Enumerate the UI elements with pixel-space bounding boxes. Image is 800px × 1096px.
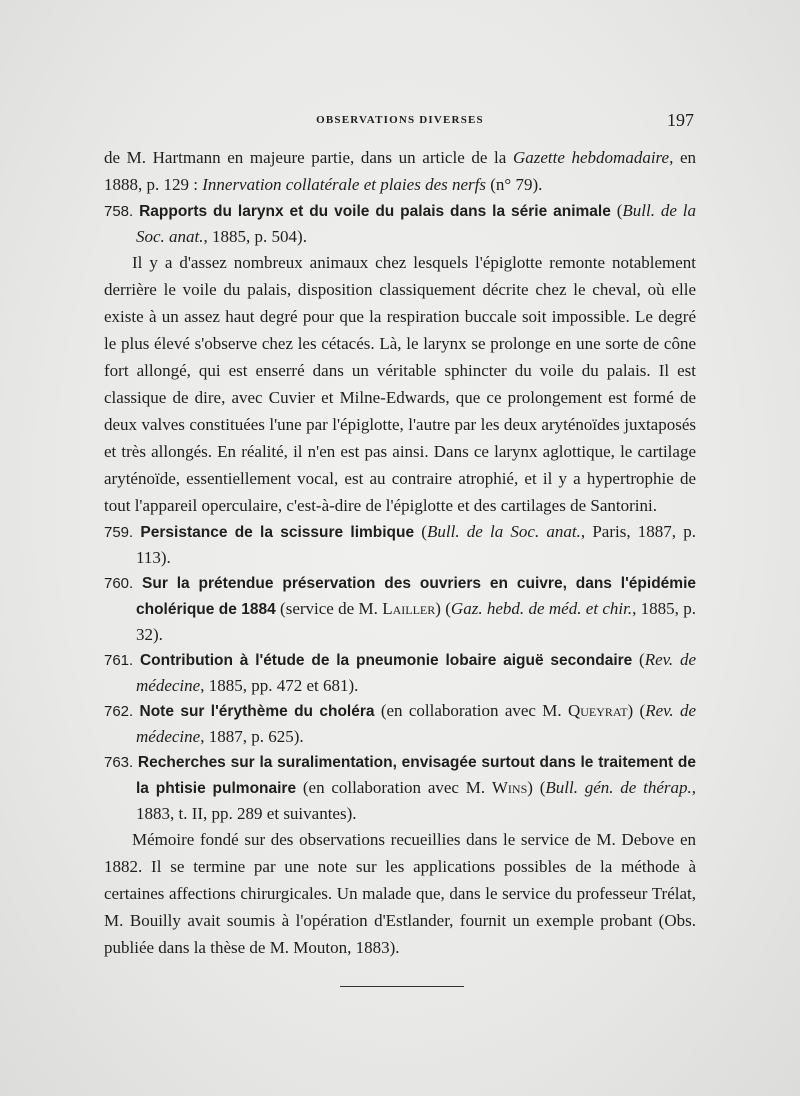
intro-text-1: de M. Hartmann en majeure partie, dans un article de la [104,148,513,167]
entry-763 [104,749,696,826]
intro-journal: Gazette hebdomadaire [512,148,670,167]
entry-person: Lailler [382,599,436,618]
entry-text-2: ) ( [435,599,451,618]
entry-ref-rest: , 1883, t. II, pp. 289 et suivantes). [136,778,697,823]
entry-number: 758. [104,203,134,220]
entry-text-2: ) ( [627,701,646,720]
entry-ref-journal: Rev. de médecine [136,701,697,746]
entry-person: Queyrat [567,701,628,720]
entry-title: Note sur l'érythème du choléra [139,703,375,720]
entry-number: 760. [104,575,134,592]
entry-761 [104,647,696,698]
entry-ref-journal: Gaz. hebd. de méd. et chir. [450,599,633,618]
body-paragraph-memoire: Mémoire fondé sur des observations recueillies dans le service de M. Debove en 1882. Il se termine par une note sur les applications possibles de la méthode à certaines affections chirurgicales. Un malade que, dans le service du professeur Trélat, M. Bouilly avait soumis à l'opération d'Estlander, fournit un exemple probant (Obs. publiée dans la thèse de M. Mouton, 1883). [104,830,696,957]
page-header [100,108,700,134]
entry-text-1: (en collaboration avec M. [296,778,492,797]
entry-title: Recherches sur la suralimentation, envisagée surtout dans le traitement de la phtisie pulmonaire [136,754,696,797]
body-paragraph-larynx: Il y a d'assez nombreux animaux chez lesquels l'épiglotte remonte notablement derrière le voile du palais, disposition classiquement décrite chez le cheval, où elle existe à un assez haut degré pour que la respiration buccale soit impossible. Le degré le plus élevé s'observe chez les cétacés. Là, le larynx se prolonge en une sorte de cône fort allongé, qui est enserré dans un véritable sphincter du voile du palais. Il est classique de dire, avec Cuvier et Milne-Edwards, que ce prolongement est formé de deux valves constituées l'une par l'épiglotte, l'autre par les deux aryténoïdes juxtaposés et très allongés. En réalité, il n'en est pas ainsi. Dans ce larynx aglottique, le cartilage aryténoïde, essentiellement vocal, est au contraire atrophié, et il y a hypertrophie de tout l'appareil operculaire, c'est-à-dire de l'épiglotte et des cartilages de Santorini. [104,253,696,515]
entry-760 [104,570,696,647]
entry-ref-rest: , 1885, p. 504). [203,227,307,246]
entry-title: Contribution à l'étude de la pneumonie lobaire aiguë secondaire [139,652,633,669]
entry-ref-journal: Bull. gén. de thérap. [545,778,692,797]
entry-text-1: (en collaboration avec M. [374,701,568,720]
entry-758 [104,198,696,249]
entry-person: Wins [491,778,528,797]
entry-title: Rapports du larynx et du voile du palais dans la série animale [139,203,611,220]
entry-ref-journal: Rev. de médecine [136,650,696,695]
entry-762 [104,698,696,749]
entry-ref-open: ( [610,201,623,220]
entry-ref-open: ( [414,522,427,541]
entry-ref-rest: , 1885, pp. 472 et 681). [200,676,359,695]
entry-number: 762. [104,703,134,720]
page-body [104,144,696,961]
intro-paragraph [104,144,696,198]
entry-title: Persistance de la scissure limbique [140,524,415,541]
entry-ref-journal: Bull. de la Soc. anat. [426,522,581,541]
running-head: OBSERVATIONS DIVERSES [316,114,484,126]
entry-text-1: (service de M. [275,599,383,618]
intro-text-2: , en 1888, p. 129 : [104,148,696,194]
entry-number: 759. [104,524,134,541]
entry-ref-journal: Bull. de la Soc. anat. [136,201,696,246]
entry-ref-rest: , Paris, 1887, p. 113). [136,522,697,567]
intro-text-3: (n° 79). [485,175,543,194]
entry-number: 763. [104,754,134,771]
entry-title: Sur la prétendue préservation des ouvriers en cuivre, dans l'épidémie cholérique de 1884 [136,575,696,618]
page-number: 197 [667,110,694,130]
entry-number: 761. [104,652,134,669]
intro-article: Innervation collatérale et plaies des nerfs [202,175,486,194]
entry-759 [104,519,696,570]
end-rule-divider [340,986,464,987]
entry-ref-rest: , 1887, p. 625). [200,727,304,746]
entry-text-2: ) ( [527,778,546,797]
entry-ref-rest: , 1885, p. 32). [136,599,697,644]
entry-ref-open: ( [632,650,645,669]
